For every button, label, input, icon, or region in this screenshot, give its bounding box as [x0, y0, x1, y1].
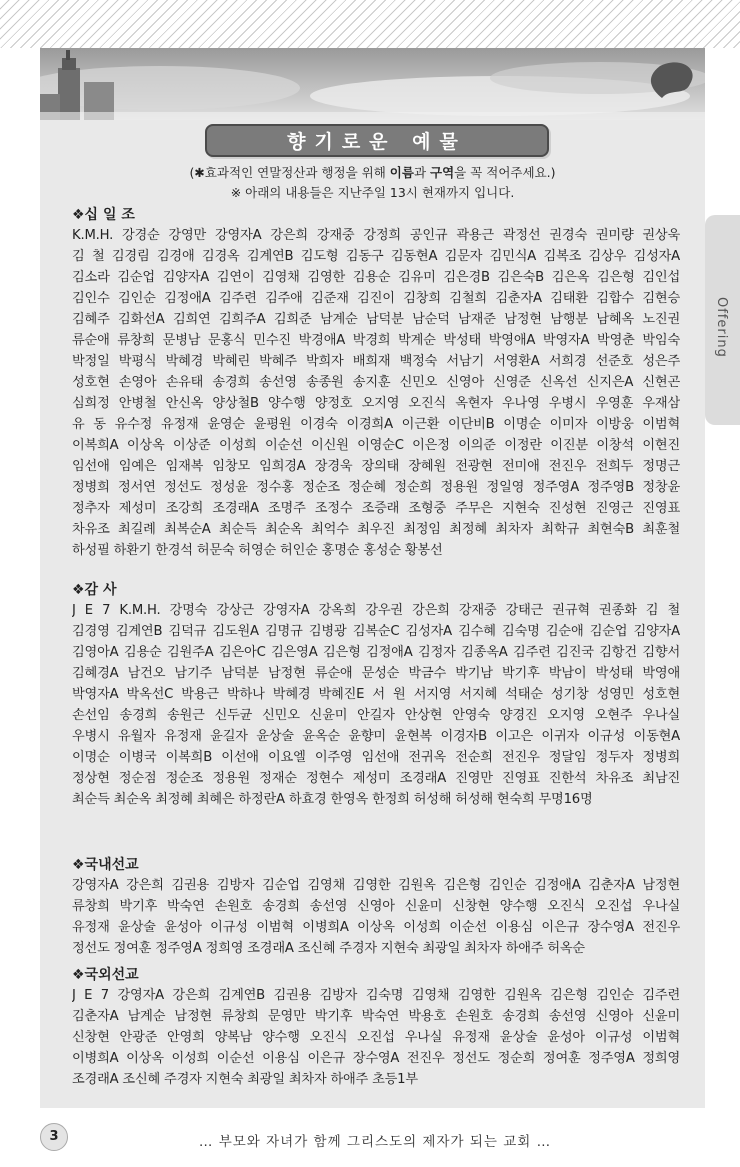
donor-names-line: 조경래A 조신혜 주경자 지현숙 최광일 최차자 하애주 초등1부: [72, 1072, 418, 1087]
donor-names-line: 손선임 송경희 송원근 신두균 신민오 신윤미 안길자 안상현 안영숙 양경진 오지영 오현주 우나실: [72, 708, 680, 723]
donor-names-line: 유 동 유수정 유정재 윤영순 윤평원 이경숙 이경희A 이근환 이단비B 이명순 이미자 이방웅 이범혁: [72, 417, 680, 432]
donor-names-line: 정상현 정순점 정순조 정용원 정재순 정현수 제성미 조경래A 진영만 진영표 진한석 차유조 최남진: [72, 771, 680, 786]
notice-text: (✱효과적인 연말정산과 행정을 위해: [189, 165, 390, 180]
donor-names-line: 김소라 김순업 김양자A 김연이 김영채 김영한 김용순 김유미 김은경B 김은숙B 김은옥 김은형 김인섭: [72, 270, 680, 285]
footer-slogan: … 부모와 자녀가 함께 그리스도의 제자가 되는 교회 …: [198, 1134, 552, 1150]
offering-section: [72, 965, 680, 1090]
donor-names-line: 김인수 김인순 김정애A 김주련 김주애 김준재 김진이 김창희 김철희 김춘자A 김태환 김합수 김현승: [72, 291, 680, 306]
section-heading: ❖감 사: [72, 582, 117, 598]
donor-names-line: 정병희 정서연 정선도 정성윤 정수홍 정순조 정순혜 정순희 정용원 정일영 정주영A 정주영B 정창윤: [72, 480, 680, 495]
section-heading: ❖국내선교: [72, 857, 139, 873]
offering-section: [72, 205, 680, 561]
donor-names-line: 임선애 임예은 임재복 임창모 임희경A 장경욱 장의태 장혜원 전광현 전미애 전진우 전희두 정명근: [72, 459, 680, 474]
section-heading: ❖국외선교: [72, 967, 139, 983]
notice-text: 을 꼭 적어주세요.): [454, 165, 556, 180]
header-banner-image: [40, 48, 705, 120]
donor-names-line: 우병시 유월자 유정재 윤길자 윤상술 윤옥순 윤향미 윤현복 이경자B 이고은 이귀자 이규성 이동현A: [72, 729, 680, 744]
donor-names-line: 김혜주 김화선A 김희연 김희주A 김희준 남계순 남덕분 남순덕 남재준 남정현 남행분 남혜옥 노진권: [72, 312, 680, 327]
donor-names-line: 이병희A 이상옥 이성희 이순선 이용심 이은규 장수영A 전진우 정선도 정순희 정여훈 정주영A 정희영: [72, 1051, 680, 1066]
donor-names-line: 이명순 이병국 이복희B 이선애 이요엘 이주영 임선애 전귀옥 전순희 전진우 정달임 정두자 정병희: [72, 750, 680, 765]
donor-names-line: 성호현 손영아 손유태 송경희 송선영 송종원 송지훈 신민오 신영아 신영준 신옥선 신지은A 신현곤: [72, 375, 680, 390]
side-tab-label: Offering: [714, 297, 729, 358]
donor-names-line: 김 철 김경림 김경애 김경옥 김계연B 김도형 김동구 김동현A 김문자 김민식A 김복조 김상우 김성자A: [72, 249, 680, 264]
donor-names-line: 이복희A 이상옥 이상준 이성희 이순선 이신원 이영순C 이은정 이의준 이정란 이진분 이창석 이현진: [72, 438, 680, 453]
donor-names-line: 김춘자A 남계순 남정현 류창희 문영만 박기후 박숙연 박용호 손원호 송경희 송선영 신영아 신윤미: [72, 1009, 680, 1024]
section-heading: ❖십 일 조: [72, 207, 135, 223]
offering-section: [72, 580, 680, 810]
donor-names-line: 김경영 김계연B 김덕규 김도원A 김명규 김병광 김복순C 김성자A 김수혜 김숙명 김순애 김순업 김양자A: [72, 624, 680, 639]
header-stripes: [0, 0, 740, 48]
section-title-banner: [205, 124, 549, 157]
donor-names-line: 정추자 제성미 조강희 조경래A 조명주 조정수 조증래 조형중 주무은 지현숙 진성현 진영근 진영표: [72, 501, 680, 516]
donor-names-line: J E 7 강영자A 강은희 김계연B 김권용 김방자 김숙명 김영채 김영한 김원옥 김은형 김인순 김주련: [72, 988, 680, 1003]
donor-names-line: 김영아A 김용순 김원주A 김은아C 김은영A 김은형 김정애A 김정자 김종옥A 김주련 김진국 김항건 김향서: [72, 645, 680, 660]
donor-names-line: 심희정 안병철 안신옥 양상철B 양수행 양정호 오지영 오진식 옥현자 우나영 우병시 우영훈 우재삼: [72, 396, 680, 411]
donor-names-line: 하성필 하환기 한경석 허문숙 허영순 허인순 홍명순 홍성순 황봉선: [72, 543, 443, 558]
donor-names-line: 박영자A 박옥선C 박용근 박하나 박혜경 박혜진E 서 원 서지영 서지혜 석태순 성기창 성영민 성호현: [72, 687, 680, 702]
page-number: 3: [40, 1123, 68, 1151]
offering-section: [72, 855, 680, 959]
notice-bold-district: 구역: [430, 165, 455, 180]
donor-names-line: J E 7 K.M.H. 강명숙 강상근 강영자A 강옥희 강우권 강은희 강재중 강태근 권규혁 권종화 김 철: [72, 603, 680, 618]
donor-names-line: 김혜경A 남건오 남기주 남덕분 남정현 류순애 문성순 박금수 박기남 박기후 박남이 박성태 박영애: [72, 666, 680, 681]
notice-bold-name: 이름: [389, 165, 414, 180]
donor-names-line: 신창현 안광준 안영희 양복남 양수행 오진식 오진섭 우나실 유정재 윤상술 윤성아 이규성 이범혁: [72, 1030, 680, 1045]
donor-names-line: 박정일 박평식 박혜경 박혜린 박혜주 박희자 배희재 백정숙 서남기 서영환A 서희경 선준호 성은주: [72, 354, 680, 369]
notice-line-1: [40, 163, 705, 181]
donor-names-line: 유정재 윤상술 윤성아 이규성 이범혁 이병희A 이상옥 이성희 이순선 이용심 이은규 장수영A 전진우: [72, 920, 680, 935]
donor-names-line: K.M.H. 강경순 강영만 강영자A 강은희 강재중 강정희 공인규 곽용근 곽정선 권경숙 권미량 권상욱: [72, 228, 680, 243]
donor-names-line: 류창희 박기후 박숙연 손원호 송경희 송선영 신영아 신윤미 신창현 양수행 오진식 오진섭 우나실: [72, 899, 680, 914]
notice-line-2: ※ 아래의 내용들은 지난주일 13시 현재까지 입니다.: [230, 185, 515, 200]
donor-names-line: 류순애 류창희 문병남 문홍식 민수진 박경애A 박경희 박계순 박성태 박영애A 박영자A 박영춘 박임숙: [72, 333, 680, 348]
page-title: 향기로운 예물: [287, 131, 467, 153]
notice-text: 과: [413, 165, 431, 180]
donor-names-line: 강영자A 강은희 김권용 김방자 김순업 김영채 김영한 김원옥 김은형 김인순 김정애A 김춘자A 남정현: [72, 878, 680, 893]
donor-names-line: 정선도 정여훈 정주영A 정희영 조경래A 조신혜 주경자 지현숙 최광일 최차자 하애주 허옥순: [72, 941, 585, 956]
donor-names-line: 차유조 최길례 최복순A 최순득 최순옥 최억수 최우진 최정임 최정혜 최차자 최학규 최현숙B 최훈철: [72, 522, 680, 537]
donor-names-line: 최순득 최순옥 최정혜 최혜은 하정란A 하효경 한영옥 한정희 허성해 허성해 현숙희 무명16명: [72, 792, 593, 807]
offering-side-tab: [705, 215, 740, 425]
